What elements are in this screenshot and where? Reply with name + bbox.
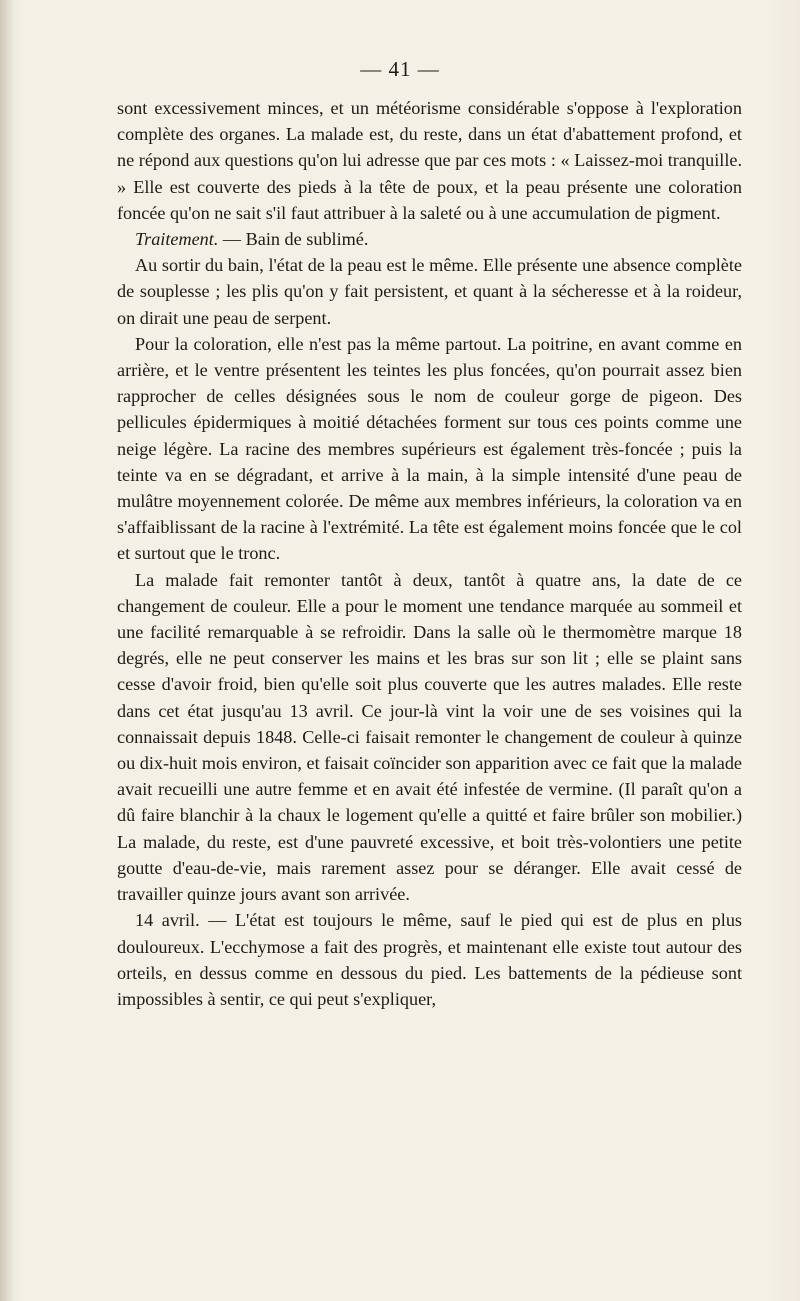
paragraph-4: Pour la coloration, elle n'est pas la même partout. La poitrine, en avant comme en arrière, et le ventre présentent les teintes les plus foncées, qu'on pourrait assez bien rapprocher de celles désignées sous le nom de couleur gorge de pigeon. Des pellicules épidermiques à moitié détachées forment sur tous ces points comme une neige légère. La racine des membres supérieurs est également très-foncée ; puis la teinte va en se dégradant, et arrive à la main, à la simple intensité d'une peau de mulâtre moyennement colorée. De même aux membres inférieurs, la coloration va en s'affaiblissant de la racine à l'extrémité. La tête est également moins foncée que le col et surtout que le tronc. (117, 333, 742, 564)
paragraph-3: Au sortir du bain, l'état de la peau est le même. Elle présente une absence complète de souplesse ; les plis qu'on y fait persistent, et quant à la sécheresse et à la roideur, on dirait une peau de serpent. (117, 255, 742, 328)
text-body (117, 95, 742, 1012)
paragraph-2 (117, 226, 742, 252)
treatment-label: Traitement. (135, 229, 219, 250)
treatment-text: — Bain de sublimé. (218, 229, 369, 250)
binding-edge (0, 0, 14, 1301)
paragraph-5: La malade fait remonter tantôt à deux, tantôt à quatre ans, la date de ce changement de couleur. Elle a pour le moment une tendance marquée au sommeil et une facilité remarquable à se refroidir. Dans la salle où le thermomètre marque 18 degrés, elle ne peut conserver les mains et les bras sur son lit ; elle se plaint sans cesse d'avoir froid, bien qu'elle soit plus couverte que les autres malades. Elle reste dans cet état jusqu'au 13 avril. Ce jour-là vint la voir une de ses voisines qui la connaissait depuis 1848. Celle-ci faisait remonter le changement de couleur à quinze ou dix-huit mois environ, et faisait coïncider son apparition avec ce fait que la malade avait recueilli une autre femme et en avait été infestée de vermine. (Il paraît qu'on a dû faire blanchir à la chaux le logement qu'elle a quitté et faire brûler son mobilier.) La malade, du reste, est d'une pauvreté excessive, et boit très-volontiers une petite goutte d'eau-de-vie, mais rarement assez pour se déranger. Elle avait cessé de travailler quinze jours avant son arrivée. (117, 569, 742, 905)
paragraph-6: 14 avril. — L'état est toujours le même, sauf le pied qui est de plus en plus douloureux. L'ecchymose a fait des progrès, et maintenant elle existe tout autour des orteils, en dessus comme en dessous du pied. Les battements de la pédieuse sont impossibles à sentir, ce qui peut s'expliquer, (117, 910, 742, 1009)
paragraph-1: sont excessivement minces, et un météorisme considérable s'oppose à l'exploration complète des organes. La malade est, du reste, dans un état d'abattement profond, et ne répond aux questions qu'on lui adresse que par ces mots : « Laissez-moi tranquille. » Elle est couverte des pieds à la tête de poux, et la peau présente une coloration foncée qu'on ne sait s'il faut attribuer à la saleté ou à une accumulation de pigment. (117, 98, 742, 223)
page-number: — 41 — (360, 57, 440, 81)
